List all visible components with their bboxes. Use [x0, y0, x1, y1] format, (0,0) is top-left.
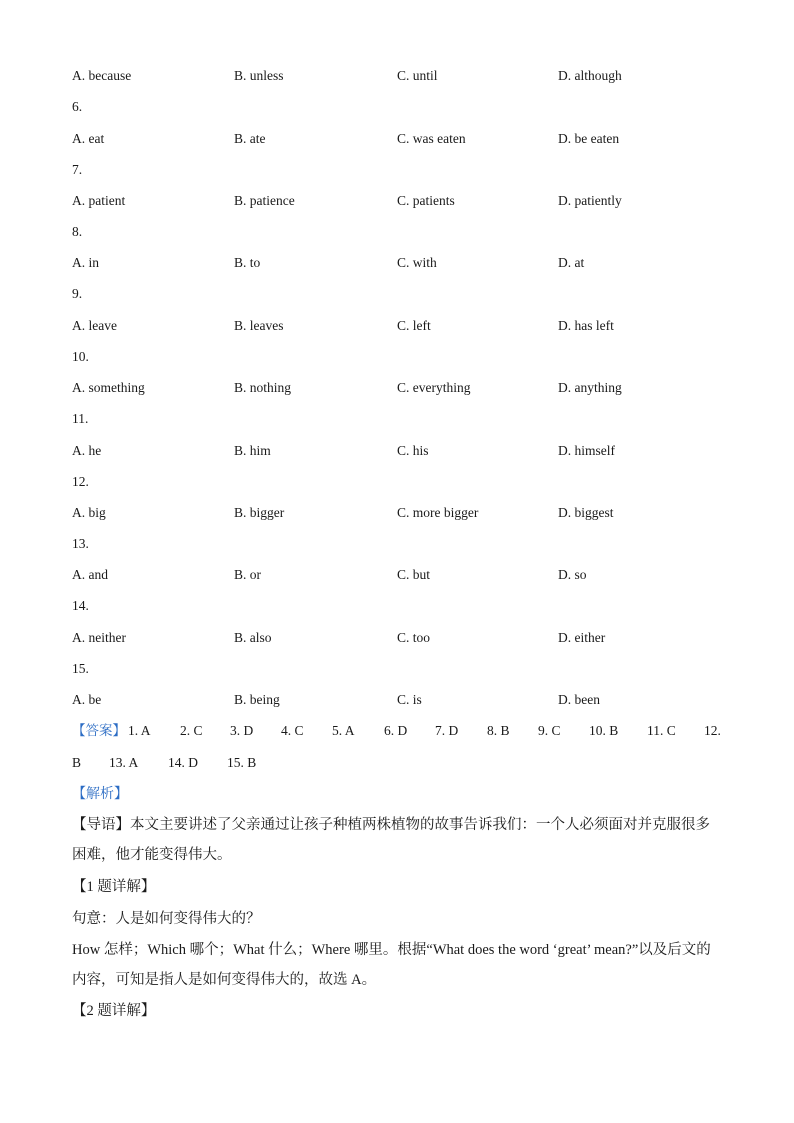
option-b: B. patience: [234, 193, 295, 208]
question-number: 9.: [72, 286, 83, 301]
option-d: D. has left: [558, 318, 614, 333]
answer-line-2: [72, 752, 732, 774]
option-row: [72, 502, 732, 524]
option-a: A. something: [72, 380, 145, 395]
option-d: D. been: [558, 692, 600, 707]
answer-item: 3. D: [230, 723, 254, 738]
answer-item: 13. A: [109, 755, 139, 770]
option-c: C. too: [397, 630, 431, 645]
option-row: [72, 252, 732, 274]
option-a: A. patient: [72, 193, 126, 208]
option-b: B. bigger: [234, 505, 285, 520]
option-row: [72, 377, 732, 399]
answer-item: 2. C: [180, 723, 203, 738]
option-d: D. patiently: [558, 193, 622, 208]
detail1-sentence: 句意：人是如何变得伟大的？: [72, 911, 261, 927]
intro-label: 【导语】: [72, 817, 130, 833]
answer-item: 14. D: [168, 755, 198, 770]
option-d: D. either: [558, 630, 606, 645]
option-b: B. ate: [234, 131, 266, 146]
answer-item: 4. C: [281, 723, 304, 738]
question-number: 15.: [72, 661, 89, 676]
option-row: [72, 128, 732, 150]
option-b: B. to: [234, 255, 261, 270]
option-c: C. was eaten: [397, 131, 466, 146]
detail1-explanation: How 怎样；Which 哪个；What 什么；Where 哪里。根据“What does the word ‘great’ mean?”以及后文的内容，可知是指人是如何变得伟大的，故选 A。: [72, 942, 711, 988]
question-number: 14.: [72, 598, 89, 613]
option-a: A. neither: [72, 630, 126, 645]
option-c: C. left: [397, 318, 431, 333]
question-number: 10.: [72, 349, 89, 364]
option-c: C. until: [397, 68, 438, 83]
option-d: D. at: [558, 255, 585, 270]
option-d: D. be eaten: [558, 131, 620, 146]
option-c: C. more bigger: [397, 505, 479, 520]
question-number: 13.: [72, 536, 89, 551]
option-a: A. big: [72, 505, 106, 520]
answer-label: 【答案】: [72, 723, 126, 738]
answer-item: B: [72, 755, 82, 770]
question-number: 11.: [72, 411, 89, 426]
option-row: [72, 564, 732, 586]
answer-item: 12.: [704, 723, 721, 738]
answer-line-1: [72, 720, 732, 742]
question-number: 8.: [72, 224, 83, 239]
option-b: B. also: [234, 630, 272, 645]
answer-item: 8. B: [487, 723, 510, 738]
option-c: C. is: [397, 692, 422, 707]
option-c: C. everything: [397, 380, 471, 395]
option-d: D. although: [558, 68, 622, 83]
option-b: B. being: [234, 692, 280, 707]
intro-paragraph: [72, 810, 722, 870]
answer-item: 7. D: [435, 723, 459, 738]
answer-item: 5. A: [332, 723, 355, 738]
answer-item: 11. C: [647, 723, 676, 738]
option-d: D. anything: [558, 380, 622, 395]
option-a: A. because: [72, 68, 132, 83]
option-row: [72, 65, 732, 87]
answer-item: 9. C: [538, 723, 561, 738]
option-b: B. leaves: [234, 318, 284, 333]
option-c: C. with: [397, 255, 437, 270]
answer-item: 15. B: [227, 755, 257, 770]
answer-item: 1. A: [128, 723, 151, 738]
option-d: D. so: [558, 567, 587, 582]
detail2-label: 【2 题详解】: [72, 1003, 156, 1019]
option-row: [72, 315, 732, 337]
option-a: A. and: [72, 567, 108, 582]
analysis-label: 【解析】: [72, 787, 128, 802]
detail1-label: 【1 题详解】: [72, 879, 156, 895]
option-a: A. eat: [72, 131, 105, 146]
option-a: A. in: [72, 255, 99, 270]
option-row: [72, 627, 732, 649]
question-number: 6.: [72, 99, 83, 114]
option-b: B. him: [234, 443, 271, 458]
option-c: C. his: [397, 443, 429, 458]
option-row: [72, 190, 732, 212]
option-d: D. himself: [558, 443, 615, 458]
option-b: B. unless: [234, 68, 284, 83]
option-row: [72, 440, 732, 462]
intro-text: 本文主要讲述了父亲通过让孩子种植两株植物的故事告诉我们：一个人必须面对并克服很多困难，他才能变得伟大。: [72, 817, 710, 863]
option-d: D. biggest: [558, 505, 614, 520]
option-b: B. or: [234, 567, 261, 582]
option-c: C. but: [397, 567, 431, 582]
answer-item: 10. B: [589, 723, 619, 738]
option-row: [72, 689, 732, 711]
option-a: A. be: [72, 692, 102, 707]
option-a: A. he: [72, 443, 102, 458]
option-b: B. nothing: [234, 380, 292, 395]
question-number: 7.: [72, 162, 83, 177]
answer-item: 6. D: [384, 723, 408, 738]
option-c: C. patients: [397, 193, 455, 208]
question-number: 12.: [72, 474, 89, 489]
option-a: A. leave: [72, 318, 117, 333]
